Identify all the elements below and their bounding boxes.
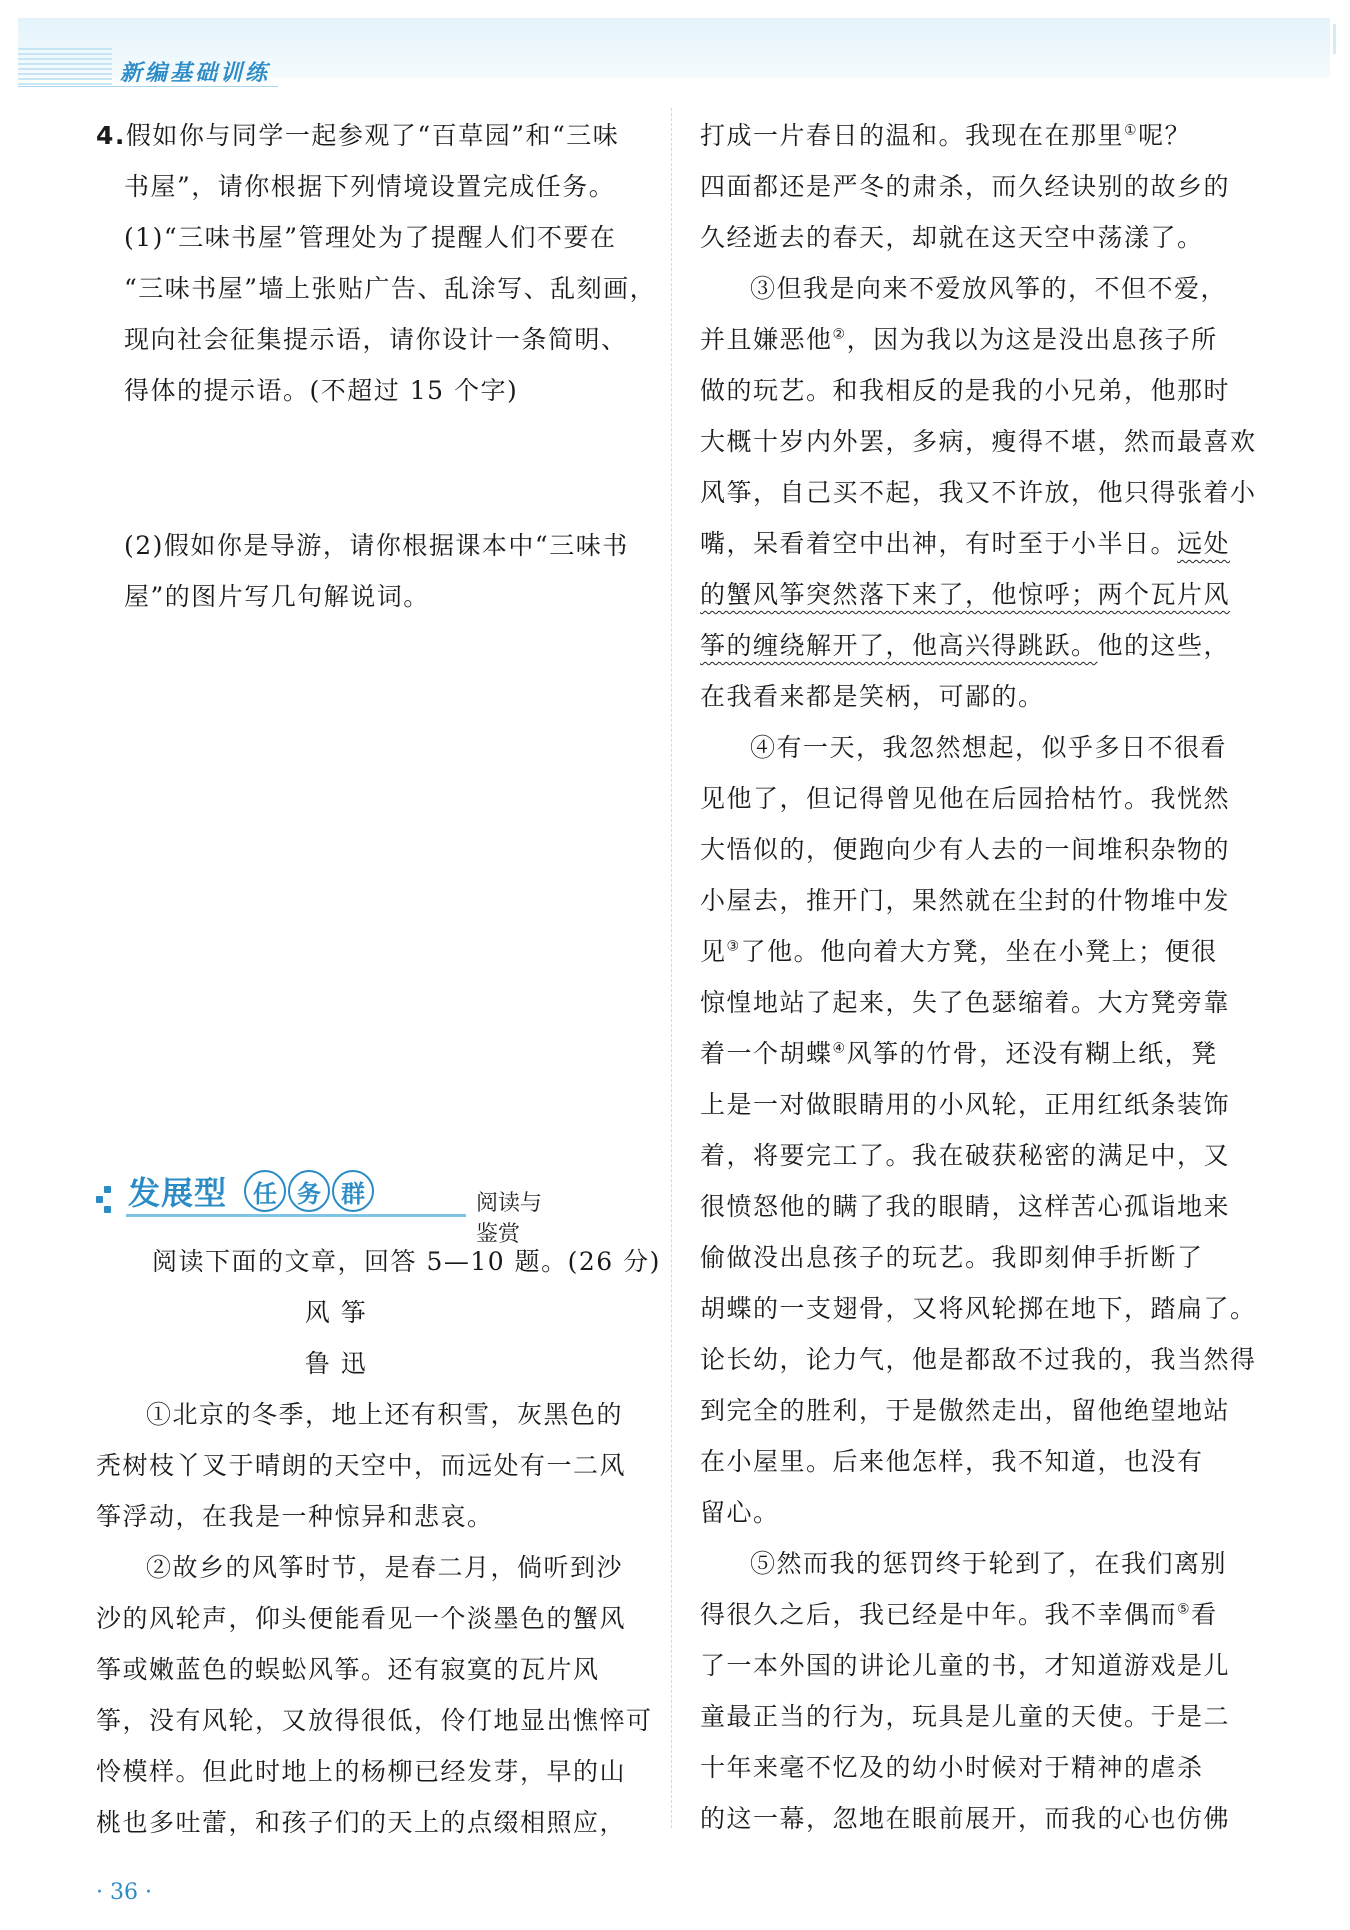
badge-dots-icon (96, 1186, 118, 1216)
right-column (700, 110, 1257, 1844)
paragraph-line: 筝，没有风轮，又放得很低，伶仃地显出憔悴可 (96, 1706, 653, 1735)
footnote-mark: ① (1124, 122, 1139, 139)
answer-space-2[interactable] (96, 622, 656, 632)
paragraph-line: ③但我是向来不爱放风筝的，不但不爱， (750, 274, 1228, 303)
paragraph-line: 在小屋里。后来他怎样，我不知道，也没有 (700, 1447, 1204, 1476)
header-stripes (18, 48, 112, 88)
paragraph-line: 小屋去，推开门，果然就在尘封的什物堆中发 (700, 886, 1231, 915)
paragraph-line: 了一本外国的讲论儿童的书，才知道游戏是儿 (700, 1651, 1231, 1680)
paragraph-line (700, 569, 1250, 620)
footnote-mark: ④ (832, 1040, 847, 1057)
paragraph-line: 沙的风轮声，仰头便能看见一个淡墨色的蟹风 (96, 1604, 627, 1633)
task1-line: 得体的提示语。(不超过 15 个字) (124, 376, 519, 405)
page-edge-mark (1333, 24, 1336, 54)
paragraph-line: 很愤怒他的瞒了我的眼睛，这样苦心孤诣地来 (700, 1192, 1231, 1221)
left-column (96, 110, 656, 632)
paragraph-line: 嘴，呆看着空中出神，有时至于小半日。远处 (700, 529, 1231, 558)
paragraph-line: 久经逝去的春天，却就在这天空中荡漾了。 (700, 223, 1204, 252)
circle-char: 务 (288, 1170, 330, 1212)
question-4-line1: 4.假如你与同学一起参观了“百草园”和“三味 (96, 121, 620, 150)
paragraph-line: 筝的缠绕解开了，他高兴得跳跃。他的这些， (700, 631, 1231, 660)
task1-line: “三味书屋”墙上张贴广告、乱涂写、乱刻画， (124, 274, 657, 303)
answer-space-1[interactable] (96, 416, 656, 520)
paragraph-line: 到完全的胜利，于是傲然走出，留他绝望地站 (700, 1396, 1231, 1425)
paragraph-line: 做的玩艺。和我相反的是我的小兄弟，他那时 (700, 376, 1231, 405)
paragraph-line: 打成一片春日的温和。我现在在那里①呢？ (700, 121, 1192, 150)
paragraph-line: 上是一对做眼睛用的小风轮，正用红纸条装饰 (700, 1090, 1231, 1119)
paragraph-line: ⑤然而我的惩罚终于轮到了，在我们离别 (750, 1549, 1228, 1578)
paragraph-line: 十年来毫不忆及的幼小时候对于精神的虐杀 (700, 1753, 1204, 1782)
paragraph-line: 着一个胡蝶④风筝的竹骨，还没有糊上纸，凳 (700, 1039, 1218, 1068)
paragraph-line: 论长幼，论力气，他是都敌不过我的，我当然得 (700, 1345, 1257, 1374)
reading-article-left (96, 1236, 661, 1848)
wavy-underlined-text: 的蟹风筝突然落下来了，他惊呼；两个瓦片风 (700, 580, 1231, 609)
section-circles (244, 1170, 374, 1212)
task1-line: (1)“三味书屋”管理处为了提醒人们不要在 (124, 223, 617, 252)
paragraph-line: 惊惶地站了起来，失了色瑟缩着。大方凳旁靠 (700, 988, 1231, 1017)
paragraph-line: 筝或嫩蓝色的蜈蚣风筝。还有寂寞的瓦片风 (96, 1655, 600, 1684)
wavy-underlined-text: 远处 (1177, 529, 1231, 558)
paragraph-line: 胡蝶的一支翅骨，又将风轮掷在地下，踏扁了。 (700, 1294, 1257, 1323)
footnote-mark: ⑤ (1177, 1601, 1192, 1618)
column-divider (671, 108, 672, 1828)
paragraph-line: 风筝，自己买不起，我又不许放，他只得张着小 (700, 478, 1257, 507)
paragraph-line: 大悟似的，便跑向少有人去的一间堆积杂物的 (700, 835, 1231, 864)
task1-line: 现向社会征集提示语，请你设计一条简明、 (124, 325, 628, 354)
paragraph-line: 并且嫌恶他②，因为我以为这是没出息孩子所 (700, 325, 1218, 354)
circle-char: 群 (332, 1170, 374, 1212)
footnote-mark: ③ (726, 938, 741, 955)
paragraph-line: 桃也多吐蕾，和孩子们的天上的点缀相照应， (96, 1808, 627, 1837)
question-number: 4. (96, 121, 126, 150)
reading-instruction: 阅读下面的文章，回答 5—10 题。(26 分) (152, 1247, 661, 1276)
paragraph-line: ②故乡的风筝时节，是春二月，倘听到沙 (146, 1553, 624, 1582)
task2-line: (2)假如你是导游，请你根据课本中“三味书 (124, 531, 629, 560)
paragraph-line: 的这一幕，忽地在眼前展开，而我的心也仿佛 (700, 1804, 1231, 1833)
book-title: 新编基础训练 (120, 61, 271, 86)
paragraph-line: 见他了，但记得曾见他在后园拾枯竹。我恍然 (700, 784, 1231, 813)
question-4-line2: 书屋”，请你根据下列情境设置完成任务。 (124, 172, 616, 201)
paragraph-line: 大概十岁内外罢，多病，瘦得不堪，然而最喜欢 (700, 427, 1257, 456)
wavy-underlined-text: 筝的缠绕解开了，他高兴得跳跃。 (700, 631, 1098, 660)
footnote-mark: ② (832, 326, 847, 343)
section-badge (96, 1168, 556, 1247)
paragraph-line: 四面都还是严冬的肃杀，而久经诀别的故乡的 (700, 172, 1231, 201)
paragraph-line: ④有一天，我忽然想起，似乎多日不很看 (750, 733, 1228, 762)
circle-char: 任 (244, 1170, 286, 1212)
paragraph-line: 在我看来都是笑柄，可鄙的。 (700, 682, 1045, 711)
section-subtitle: 阅读与鉴赏 (476, 1191, 543, 1247)
section-title: 发展型 (128, 1174, 228, 1212)
article-title: 风 筝 (304, 1298, 368, 1327)
paragraph-line: 童最正当的行为，玩具是儿童的天使。于是二 (700, 1702, 1231, 1731)
paragraph-line: 筝浮动，在我是一种惊异和悲哀。 (96, 1502, 494, 1531)
paragraph-line: 怜模样。但此时地上的杨柳已经发芽，早的山 (96, 1757, 627, 1786)
page-number: · 36 · (96, 1880, 152, 1905)
paragraph-line: 偷做没出息孩子的玩艺。我即刻伸手折断了 (700, 1243, 1204, 1272)
paragraph-line: 留心。 (700, 1498, 780, 1527)
paragraph-line: 秃树枝丫叉于晴朗的天空中，而远处有一二风 (96, 1451, 627, 1480)
paragraph-line: 见③了他。他向着大方凳，坐在小凳上；便很 (700, 937, 1218, 966)
task2-line: 屋”的图片写几句解说词。 (124, 582, 430, 611)
paragraph-line: ①北京的冬季，地上还有积雪，灰黑色的 (146, 1400, 624, 1429)
badge-underline (126, 1214, 466, 1217)
paragraph-line: 得很久之后，我已经是中年。我不幸偶而⑤看 (700, 1600, 1218, 1629)
paragraph-line: 着，将要完工了。我在破获秘密的满足中，又 (700, 1141, 1231, 1170)
header-rule (18, 86, 278, 87)
article-author: 鲁 迅 (304, 1349, 368, 1378)
